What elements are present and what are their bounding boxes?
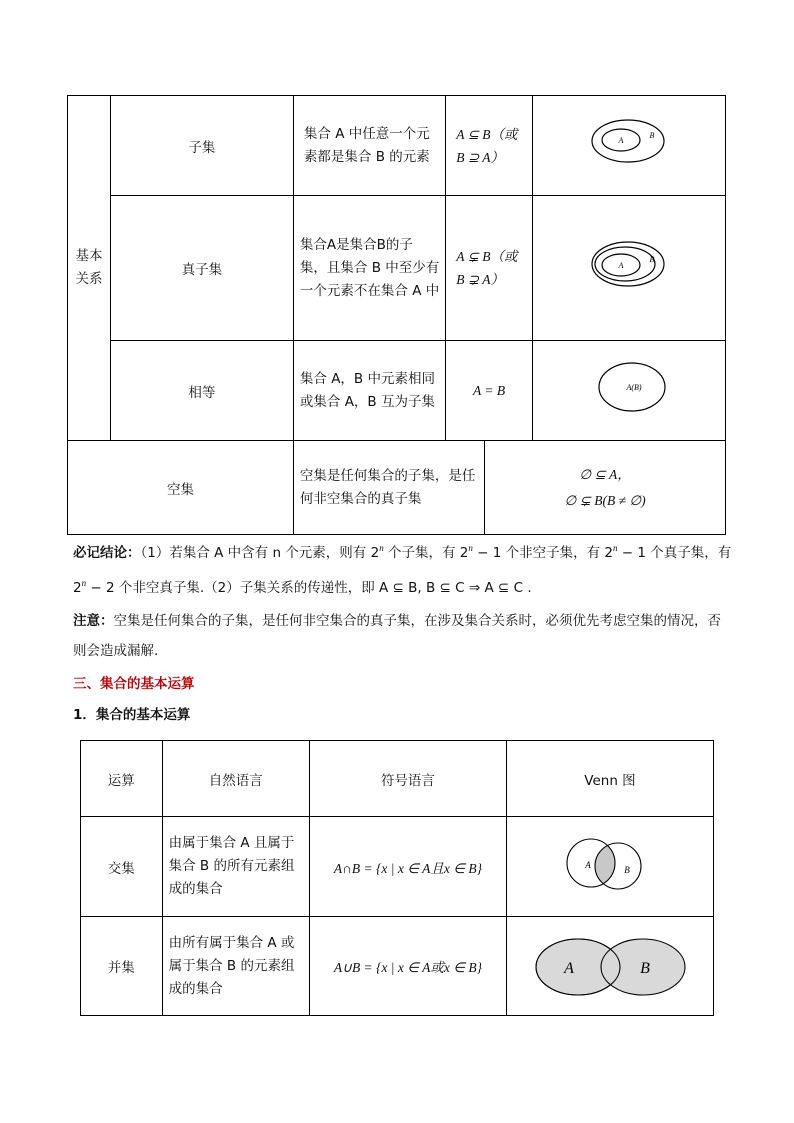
definition-text: 集合 A，B 中元素相同或集合 A，B 互为子集 [299, 370, 435, 410]
table-row [68, 341, 726, 441]
operation-union: 并集 [81, 917, 163, 1016]
empty-set-name: 空集 [68, 441, 294, 535]
exponent: n [81, 578, 87, 588]
conclusion-text: − 1 个非空子集，有 2 [472, 545, 614, 561]
definition-text: 集合A是集合B的子集，且集合 B 中至少有一个元素不在集合 A 中 [299, 236, 440, 299]
venn-proper-subset-cell [532, 196, 725, 341]
table-row [68, 196, 726, 341]
outer-ellipse [592, 242, 664, 286]
outer-label: B [649, 131, 655, 140]
symbol-union: A∪B = {x | x ∈ A或x ∈ B} [309, 917, 506, 1016]
venn-subset-diagram [533, 96, 725, 191]
table-header-row [81, 741, 714, 817]
basic-relations-table [67, 95, 726, 535]
exponent: n [379, 543, 384, 553]
label-b: B [624, 865, 630, 875]
note-text: 空集是任何集合的子集，是任何非空集合的真子集，在涉及集合关系时，必须优先考虑空集的情况，否则会造成漏解. [73, 613, 721, 659]
venn-subset-cell [532, 96, 725, 196]
header-venn: Venn 图 [506, 741, 713, 817]
label-a: A [564, 960, 574, 977]
conclusion-text: − 2 个非空真子集.（2）子集关系的传递性，即 A ⊆ B, B ⊆ C ⇒ A ⊆ C . [86, 580, 532, 596]
relation-symbol-proper-subset [446, 196, 533, 341]
operation-intersection: 交集 [81, 817, 163, 917]
table-row [68, 96, 726, 196]
conclusion-text: 个子集，有 2 [383, 545, 469, 561]
header-natural-language: 自然语言 [162, 741, 309, 817]
definition-text: 集合 A 中任意一个元素都是集合 B 的元素 [303, 125, 430, 165]
relation-definition-equal [293, 341, 445, 441]
label-a: A [585, 860, 591, 870]
venn-intersection-diagram [507, 817, 713, 912]
conclusion-label: 必记结论： [73, 545, 141, 561]
group-label: 基本关系 [75, 248, 103, 287]
conclusion-paragraph [73, 533, 733, 603]
relation-name-equal: 相等 [110, 341, 293, 441]
venn-proper-subset-diagram [533, 196, 725, 336]
table-row [68, 441, 726, 535]
outer-ellipse [592, 120, 664, 162]
natural-intersection [162, 817, 309, 917]
exponent: n [613, 543, 618, 553]
symbol-line-1: ∅ ⊆ A， [579, 466, 631, 482]
venn-union-cell [506, 917, 713, 1016]
note-label: 注意： [73, 613, 114, 629]
relation-definition-subset [293, 96, 445, 196]
header-symbol-language: 符号语言 [309, 741, 506, 817]
empty-set-definition [293, 441, 484, 535]
group-label-cell [68, 96, 111, 441]
outer-label: B [649, 255, 655, 264]
natural-text: 由属于集合 A 且属于集合 B 的所有元素组成的集合 [168, 835, 295, 897]
table-row [81, 817, 714, 917]
conclusion-line-2 [73, 568, 733, 603]
symbol-line-1: A ⊆ B（或 [456, 126, 518, 142]
conclusion-text: 2 [73, 580, 82, 596]
natural-union [162, 917, 309, 1016]
venn-intersection-cell [506, 817, 713, 917]
inner-label: A [618, 136, 624, 145]
relation-definition-proper-subset [293, 196, 445, 341]
symbol-line-1: A ⊊ B（或 [456, 249, 518, 264]
empty-set-symbol [485, 441, 726, 535]
subsection-heading: 1．集合的基本运算 [73, 707, 191, 723]
relation-symbol-subset [446, 96, 533, 196]
relation-name-proper-subset: 真子集 [110, 196, 293, 341]
relation-name-subset: 子集 [110, 96, 293, 196]
section-heading: 三、集合的基本运算 [73, 676, 195, 692]
venn-equal-cell [532, 341, 725, 441]
inner-label: A [618, 261, 624, 270]
equal-label: A(B) [626, 383, 642, 392]
symbol-line-2: ∅ ⊊ B(B ≠ ∅) [564, 492, 646, 508]
natural-text: 由所有属于集合 A 或属于集合 B 的元素组成的集合 [168, 934, 295, 997]
note-paragraph [73, 606, 733, 666]
symbol-line-2: B ⊋ A） [456, 272, 505, 287]
conclusion-text: − 1 个真子集，有 [617, 545, 732, 561]
header-operation: 运算 [81, 741, 163, 817]
venn-equal-diagram [533, 341, 725, 436]
venn-union-diagram [507, 917, 713, 1011]
set-operations-table [80, 740, 714, 1016]
symbol-line-2: B ⊇ A） [456, 149, 505, 165]
conclusion-text: （1）若集合 A 中含有 n 个元素，则有 2 [140, 545, 380, 561]
relation-symbol-equal: A = B [446, 341, 533, 441]
table-row [81, 917, 714, 1016]
conclusion-line-1 [73, 533, 733, 568]
definition-text: 空集是任何集合的子集，是任何非空集合的真子集 [299, 467, 476, 507]
exponent: n [468, 543, 473, 553]
label-b: B [640, 960, 650, 977]
symbol-intersection: A∩B = {x | x ∈ A且x ∈ B} [309, 817, 506, 917]
